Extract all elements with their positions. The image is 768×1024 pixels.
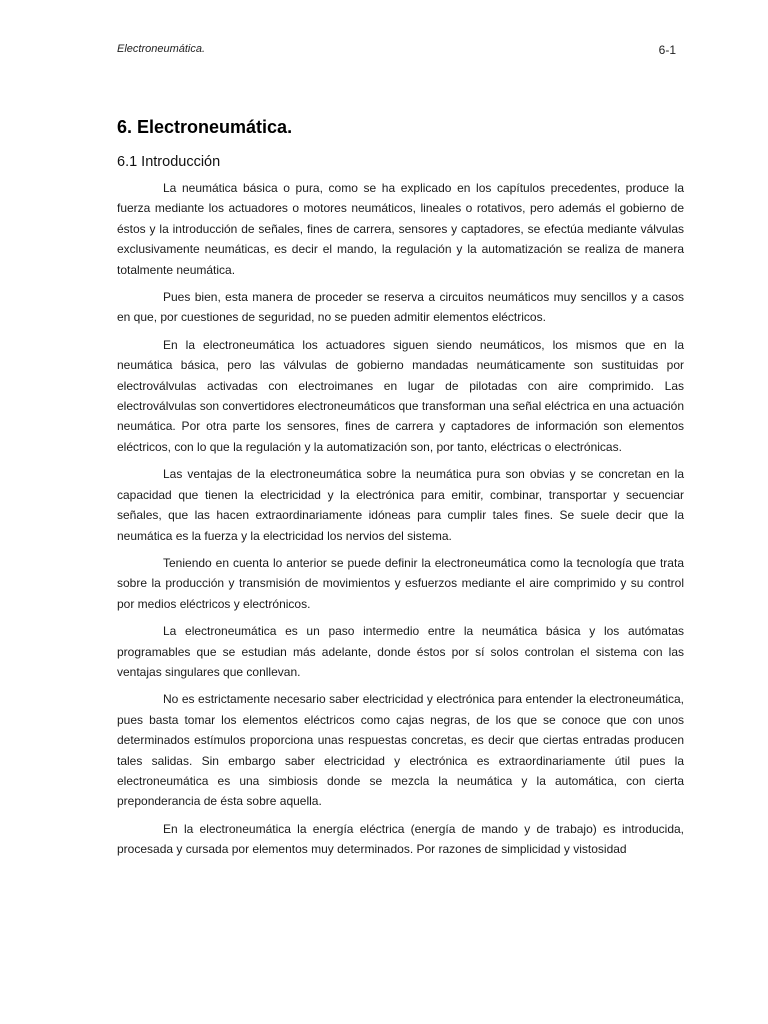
- page-body: [117, 114, 684, 867]
- paragraph: En la electroneumática los actuadores siguen siendo neumáticos, los mismos que en la neumática básica, pero las válvulas de gobierno mandadas neumáticamente son sustituidas por electroválvulas activadas con electroimanes en lugar de pilotadas con aire comprimido. Las electroválvulas son convertidores electroneumáticos que transforman una señal eléctrica en una actuación neumática. Por otra parte los sensores, fines de carrera y captadores de información son elementos eléctricos, con lo que la regulación y la automatización son, por tanto, eléctricas o electrónicas.: [117, 337, 684, 454]
- header-document-name: Electroneumática.: [117, 43, 206, 55]
- paragraph: Teniendo en cuenta lo anterior se puede definir la electroneumática como la tecnología que trata sobre la producción y transmisión de movimientos y esfuerzos mediante el aire comprimido y su control por medios eléctricos y electrónicos.: [117, 555, 684, 611]
- paragraph: La electroneumática es un paso intermedio entre la neumática básica y los autómatas programables que se estudian más adelante, donde éstos por sí solos controlan el sistema con las ventajas singulares que conllevan.: [117, 624, 684, 679]
- paragraph: En la electroneumática la energía eléctrica (energía de mando y de trabajo) es introducida, procesada y cursada por elementos muy determinados. Por razones de simplicidad y vistosidad: [117, 821, 684, 857]
- header-page-number: 6-1: [658, 43, 676, 57]
- paragraph: Las ventajas de la electroneumática sobre la neumática pura son obvias y se concretan en la capacidad que tienen la electricidad y la electrónica para emitir, combinar, transportar y secuenciar señales, que las hacen extraordinariamente idóneas para cumplir tales fines. Se suele decir que la neumática es la fuerza y la electricidad los nervios del sistema.: [117, 467, 684, 543]
- paragraph: La neumática básica o pura, como se ha explicado en los capítulos precedentes, produce la fuerza mediante los actuadores o motores neumáticos, lineales o rotativos, pero además el gobierno de éstos y la introducción de señales, fines de carrera, sensores y captadores, se efectúa mediante válvulas exclusivamente neumáticas, es decir el mando, la regulación y la automatización se realiza de manera totalmente neumática.: [117, 181, 684, 277]
- paragraph: Pues bien, esta manera de proceder se reserva a circuitos neumáticos muy sencillos y a casos en que, por cuestiones de seguridad, no se pueden admitir elementos eléctricos.: [117, 290, 684, 325]
- section-title: 6.1 Introducción: [117, 154, 221, 170]
- paragraph: No es estrictamente necesario saber electricidad y electrónica para entender la electroneumática, pues basta tomar los elementos eléctricos como cajas negras, de los que se conoce que con unos determinados estímulos proporciona unas respuestas concretas, es decir que ciertas entradas producen tales salidas. Sin embargo saber electricidad y electrónica es extraordinariamente útil pues la electroneumática es una simbiosis donde se mezcla la neumática y la automática, con cierta preponderancia de ésta sobre aquella.: [117, 692, 684, 809]
- running-header: [117, 43, 676, 61]
- chapter-title: 6. Electroneumática.: [117, 117, 293, 137]
